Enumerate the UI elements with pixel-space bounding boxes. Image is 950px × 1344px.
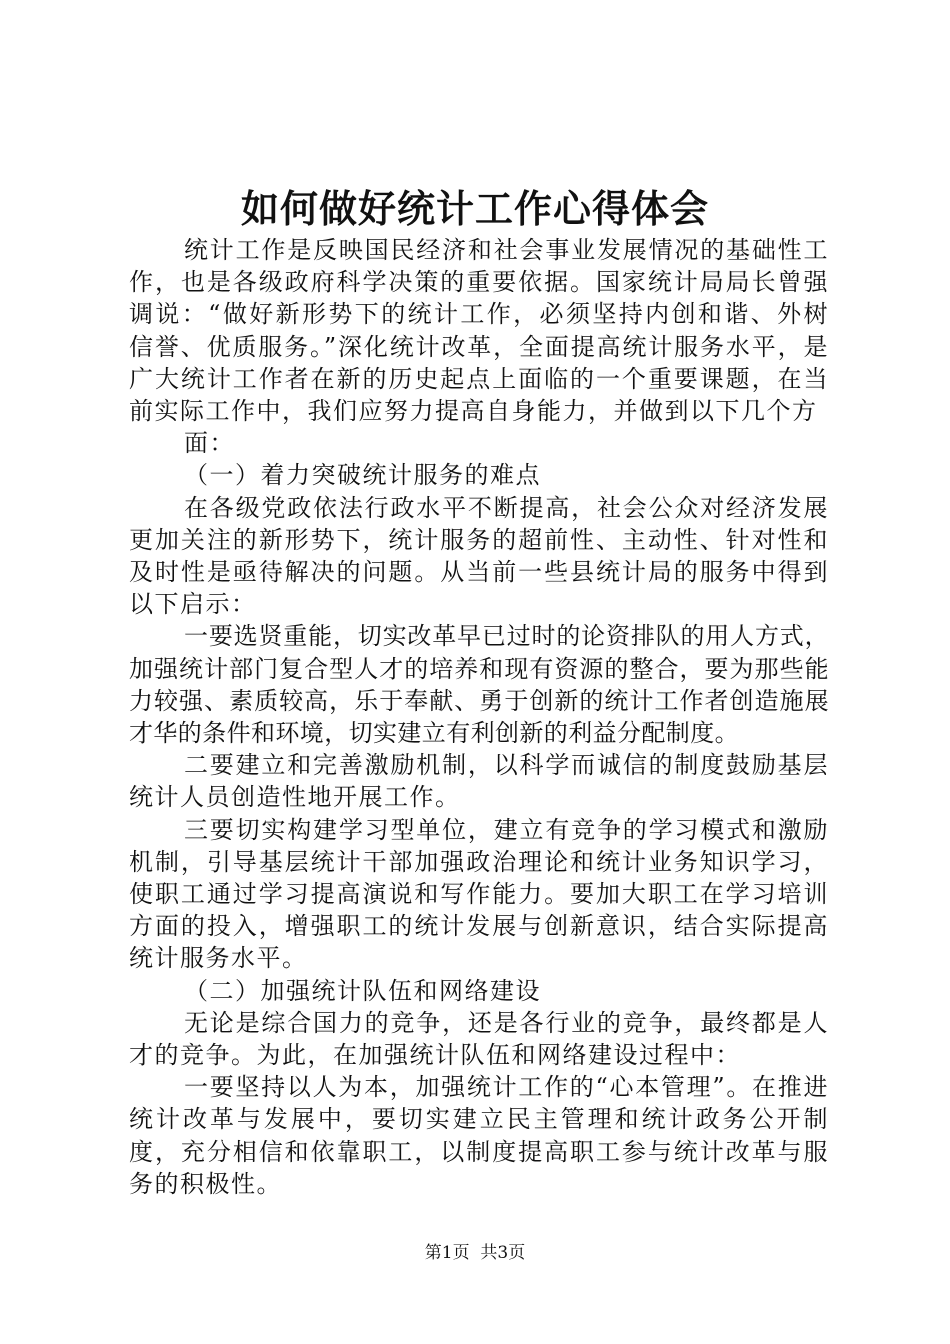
document-title: 如何做好统计工作心得体会 xyxy=(240,186,709,231)
page-number-footer: 第1页 共3页 xyxy=(424,1243,526,1263)
paragraph: 无论是综合国力的竞争，还是各行业的竞争，最终都是人才的竞争。为此，在加强统计队伍和网络建设过程中： xyxy=(129,1008,829,1070)
document-body xyxy=(129,234,829,1200)
paragraph: 在各级党政依法行政水平不断提高，社会公众对经济发展更加关注的新形势下，统计服务的超前性、主动性、针对性和及时性是亟待解决的问题。从当前一些县统计局的服务中得到以下启示： xyxy=(129,493,829,619)
paragraph: 一要选贤重能，切实改革早已过时的论资排队的用人方式，加强统计部门复合型人才的培养和现有资源的整合，要为那些能力较强、素质较高，乐于奉献、勇于创新的统计工作者创造施展才华的条件和环境，切实建立有利创新的利益分配制度。 xyxy=(129,622,829,748)
paragraph-intro-continued: 面： xyxy=(184,429,235,458)
section-heading-1: （一）着力突破统计服务的难点 xyxy=(184,461,541,490)
paragraph: 二要建立和完善激励机制，以科学而诚信的制度鼓励基层统计人员创造性地开展工作。 xyxy=(129,751,829,812)
section-heading-2: （二）加强统计队伍和网络建设 xyxy=(184,976,541,1005)
paragraph: 一要坚持以人为本，加强统计工作的“心本管理”。在推进统计改革与发展中，要切实建立民主管理和统计政务公开制度，充分相信和依靠职工，以制度提高职工参与统计改革与服务的积极性。 xyxy=(129,1073,829,1198)
paragraph: 三要切实构建学习型单位，建立有竞争的学习模式和激励机制，引导基层统计干部加强政治理论和统计业务知识学习，使职工通过学习提高演说和写作能力。要加大职工在学习培训方面的投入，增强职工的统计发展与创新意识，结合实际提高统计服务水平。 xyxy=(129,815,829,973)
paragraph-intro: 统计工作是反映国民经济和社会事业发展情况的基础性工作，也是各级政府科学决策的重要依据。国家统计局局长曾强调说：“做好新形势下的统计工作，必须坚持内创和谐、外树信誉、优质服务。”深化统计改革，全面提高统计服务水平，是广大统计工作者在新的历史起点上面临的一个重要课题，在当前实际工作中，我们应努力提高自身能力，并做到以下几个方 xyxy=(129,236,829,426)
